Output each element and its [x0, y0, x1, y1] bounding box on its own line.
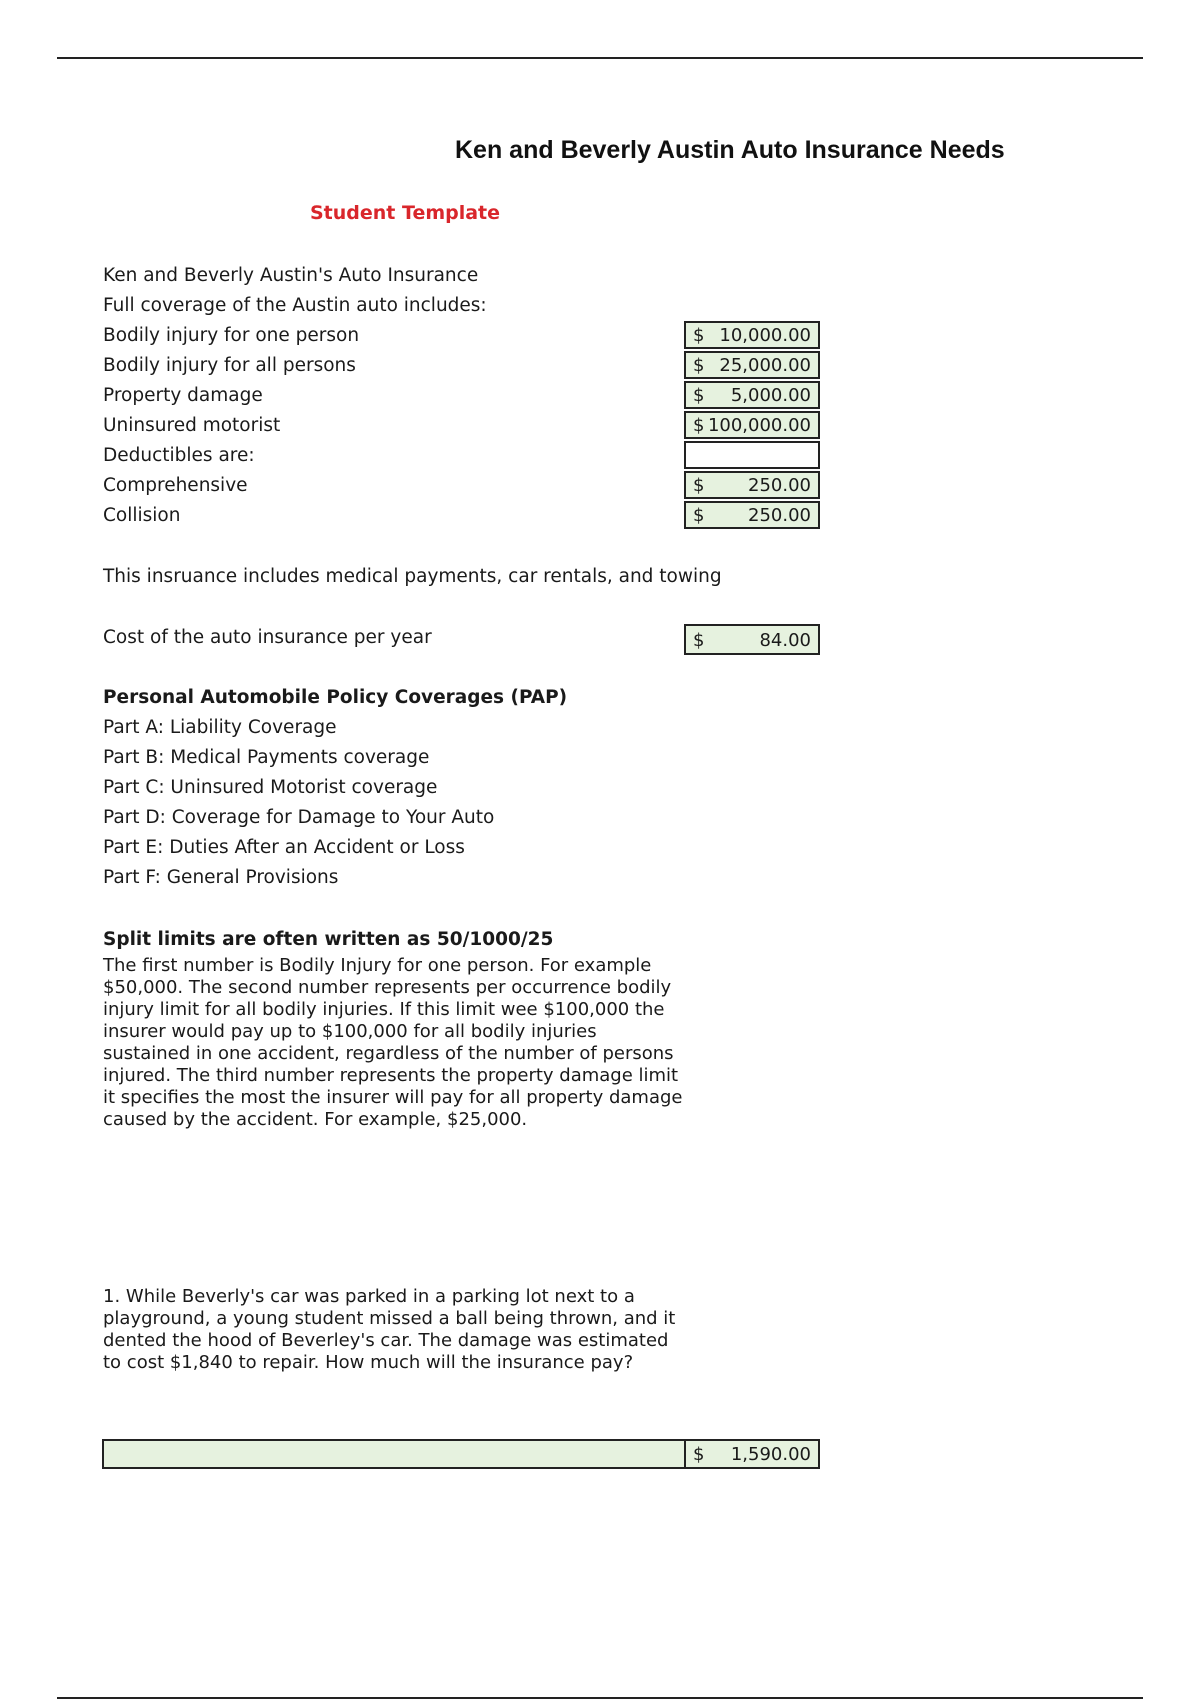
currency-symbol: $ — [693, 475, 705, 496]
currency-symbol: $ — [693, 505, 705, 526]
text-line: dented the hood of Beverley's car. The damage was estimated — [103, 1330, 669, 1351]
pap-heading: Personal Automobile Policy Coverages (PAP) — [103, 687, 568, 708]
coverage-amount-cell[interactable] — [684, 351, 820, 379]
currency-symbol: $ — [693, 355, 705, 376]
deductible-label: Collision — [103, 505, 181, 526]
deductible-amount-cell[interactable] — [684, 471, 820, 499]
currency-symbol: $ — [693, 630, 705, 651]
currency-symbol: $ — [693, 415, 705, 436]
split-limits-text — [103, 955, 693, 1131]
text-line: it specifies the most the insurer will pay for all property damage — [103, 1087, 683, 1108]
text-line: $50,000. The second number represents per occurrence bodily — [103, 977, 672, 998]
includes-note: This insruance includes medical payments, car rentals, and towing — [103, 566, 722, 587]
answer-work-cell[interactable] — [102, 1439, 685, 1469]
annual-cost-label: Cost of the auto insurance per year — [103, 627, 432, 648]
coverage-label: Bodily injury for all persons — [103, 355, 356, 376]
answer-amount-cell[interactable] — [684, 1439, 820, 1469]
coverage-label: Uninsured motorist — [103, 415, 281, 436]
intro-heading: Ken and Beverly Austin's Auto Insurance — [103, 265, 479, 286]
coverage-amount-cell[interactable] — [684, 381, 820, 409]
deductible-label: Comprehensive — [103, 475, 248, 496]
text-line: injury limit for all bodily injuries. If this limit wee $100,000 the — [103, 999, 665, 1020]
text-line: caused by the accident. For example, $25,000. — [103, 1109, 528, 1130]
pap-part: Part E: Duties After an Accident or Loss — [103, 837, 465, 858]
amount-value: 10,000.00 — [719, 325, 811, 346]
text-line: 1. While Beverly's car was parked in a parking lot next to a — [103, 1286, 635, 1307]
coverage-amount-cell[interactable] — [684, 411, 820, 439]
page-title: Ken and Beverly Austin Auto Insurance Needs — [455, 136, 1005, 164]
text-line: injured. The third number represents the property damage limit — [103, 1065, 679, 1086]
amount-value: 100,000.00 — [707, 415, 811, 436]
amount-value: 250.00 — [748, 505, 811, 526]
text-line: playground, a young student missed a ball being thrown, and it — [103, 1308, 676, 1329]
pap-part: Part C: Uninsured Motorist coverage — [103, 777, 438, 798]
pap-part: Part F: General Provisions — [103, 867, 339, 888]
pap-part: Part A: Liability Coverage — [103, 717, 337, 738]
currency-symbol: $ — [693, 385, 705, 406]
amount-value: 25,000.00 — [719, 355, 811, 376]
coverage-label: Property damage — [103, 385, 263, 406]
pap-part: Part D: Coverage for Damage to Your Auto — [103, 807, 495, 828]
top-rule — [57, 57, 1143, 59]
deductible-amount-cell[interactable] — [684, 501, 820, 529]
bottom-rule — [57, 1697, 1143, 1699]
currency-symbol: $ — [693, 1444, 705, 1465]
text-line: The first number is Bodily Injury for one person. For example — [103, 955, 652, 976]
deductibles-label: Deductibles are: — [103, 445, 255, 466]
coverage-label: Bodily injury for one person — [103, 325, 360, 346]
subtitle: Student Template — [310, 202, 501, 224]
text-line: sustained in one accident, regardless of the number of persons — [103, 1043, 674, 1064]
coverage-intro: Full coverage of the Austin auto includes: — [103, 295, 487, 316]
coverage-amount-cell[interactable] — [684, 321, 820, 349]
question-1-text — [103, 1286, 693, 1374]
amount-value: 84.00 — [759, 630, 811, 651]
deductibles-empty-cell[interactable] — [684, 441, 820, 469]
pap-part: Part B: Medical Payments coverage — [103, 747, 430, 768]
text-line: insurer would pay up to $100,000 for all bodily injuries — [103, 1021, 597, 1042]
text-line: to cost $1,840 to repair. How much will the insurance pay? — [103, 1352, 634, 1373]
amount-value: 250.00 — [748, 475, 811, 496]
amount-value: 5,000.00 — [730, 385, 811, 406]
annual-cost-cell[interactable] — [684, 624, 820, 655]
split-limits-heading: Split limits are often written as 50/1000/25 — [103, 929, 554, 950]
currency-symbol: $ — [693, 325, 705, 346]
amount-value: 1,590.00 — [730, 1444, 811, 1465]
